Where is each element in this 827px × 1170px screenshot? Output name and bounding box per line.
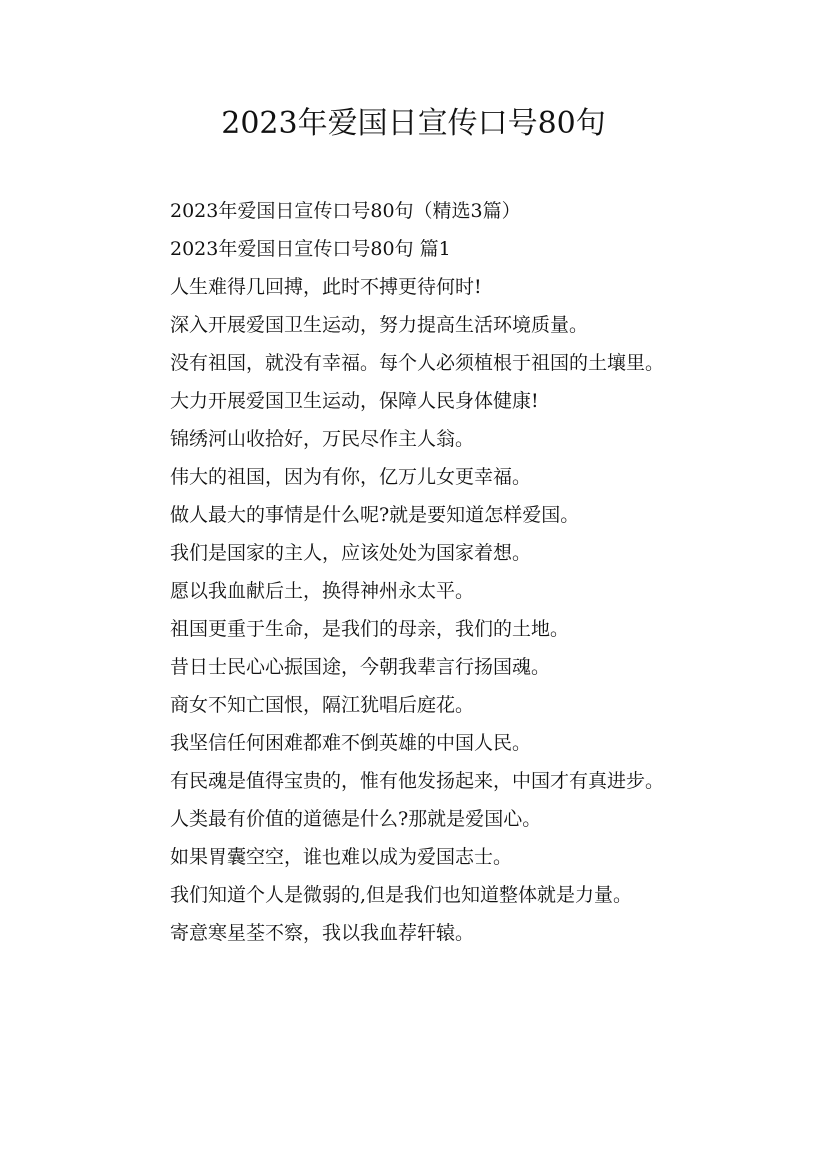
paragraph: 寄意寒星荃不察，我以我血荐轩辕。 [170, 922, 475, 944]
document-body [124, 192, 714, 952]
paragraph: 2023年爱国日宣传口号80句（精选3篇） [170, 200, 521, 222]
paragraph: 我们是国家的主人，应该处处为国家着想。 [170, 542, 532, 564]
document-title: 2023年爱国日宣传口号80句 [221, 106, 606, 141]
paragraph: 商女不知亡国恨，隔江犹唱后庭花。 [170, 694, 475, 716]
paragraph: 我坚信任何困难都难不倒英雄的中国人民。 [170, 732, 532, 754]
paragraph: 大力开展爱国卫生运动，保障人民身体健康! [170, 390, 539, 412]
paragraph: 祖国更重于生命，是我们的母亲，我们的土地。 [170, 618, 570, 640]
paragraph: 愿以我血献后土，换得神州永太平。 [170, 580, 475, 602]
paragraph: 如果胃囊空空，谁也难以成为爱国志士。 [170, 846, 513, 868]
paragraph: 人生难得几回搏，此时不搏更待何时! [170, 276, 482, 298]
paragraph: 2023年爱国日宣传口号80句 篇1 [170, 238, 451, 260]
paragraph: 有民魂是值得宝贵的，惟有他发扬起来，中国才有真进步。 [170, 770, 665, 792]
paragraph: 没有祖国，就没有幸福。每个人必须植根于祖国的土壤里。 [170, 352, 665, 374]
paragraph: 人类最有价值的道德是什么?那就是爱国心。 [170, 808, 542, 830]
paragraph: 锦绣河山收拾好，万民尽作主人翁。 [170, 428, 475, 450]
paragraph: 昔日士民心心振国途，今朝我辈言行扬国魂。 [170, 656, 551, 678]
paragraph: 我们知道个人是微弱的,但是我们也知道整体就是力量。 [170, 884, 633, 906]
paragraph: 做人最大的事情是什么呢?就是要知道怎样爱国。 [170, 504, 580, 526]
paragraph: 深入开展爱国卫生运动，努力提高生活环境质量。 [170, 314, 589, 336]
paragraph: 伟大的祖国，因为有你，亿万儿女更幸福。 [170, 466, 532, 488]
